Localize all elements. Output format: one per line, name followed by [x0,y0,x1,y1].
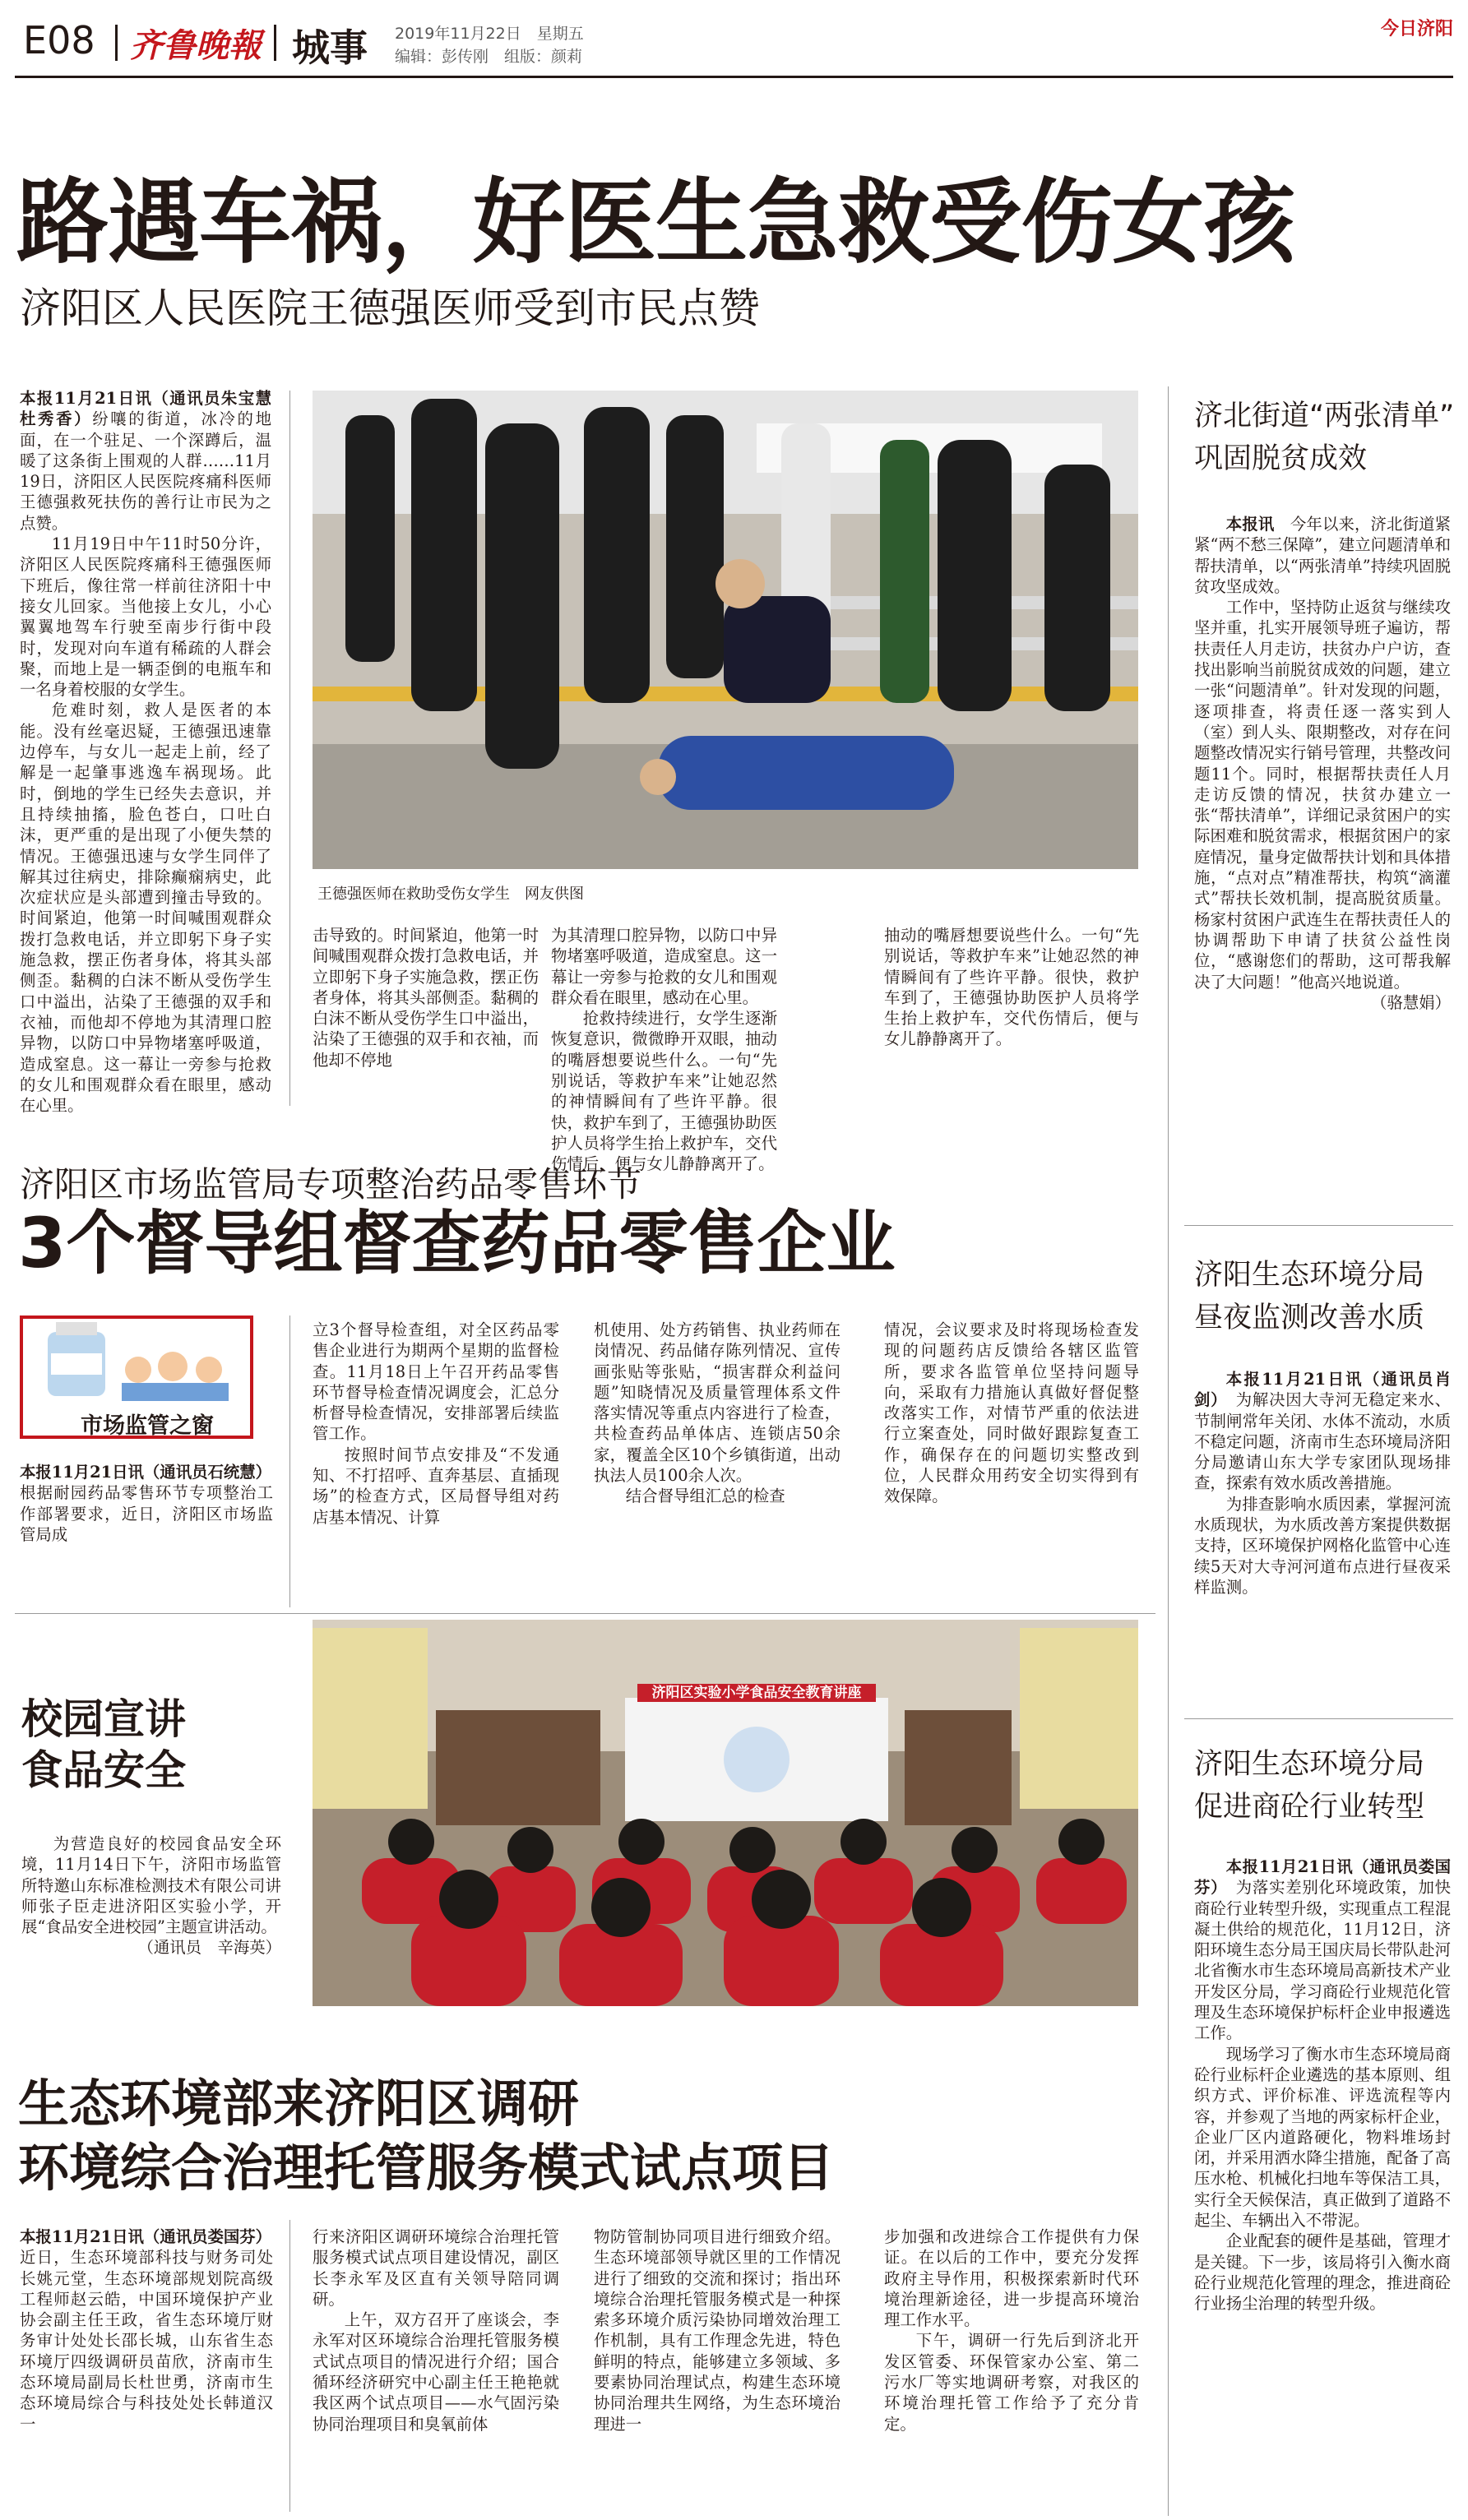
sidebar3-title-line1: 济阳生态环境分局 [1194,1748,1425,1781]
sidebar1-paragraph: 今年以来，济北街道紧紧“两不愁三保障”，建立问题清单和帮扶清单，以“两张清单”持续巩固脱贫攻坚成效。 [1194,515,1452,596]
lecture-banner: 济阳区实验小学食品安全教育讲座 [637,1684,876,1702]
article1-byline: 本报11月21日讯（通讯员朱宝慧 杜秀香） [20,389,288,429]
campus-text: 为营造良好的校园食品安全环境，11月14日下午，济阳市场监管所特邀山东标准检测技术有限公司讲师张子臣走进济阳区实验小学，开展“食品安全进校园”主题宣讲活动。 [21,1834,281,1937]
header-divider [274,25,276,61]
sidebar1-byline: 本报讯 [1225,515,1275,534]
article1-paragraph: 纷嚷的街道，冰冷的地面，在一个驻足、一个深蹲后，温暖了这条街上围观的人群……11月19日，济阳区人民医院疼痛科医师王德强救死扶伤的善行让市民为之点赞。 [20,409,271,533]
article3-byline: 本报11月21日讯（通讯员娄国芬） [20,2227,264,2246]
section-rule [15,1613,1155,1614]
market-supervision-logo [20,1315,253,1439]
header-rule [15,76,1453,78]
sidebar1-title-line2: 巩固脱贫成效 [1194,442,1368,475]
page-number: E08 [23,18,95,62]
article2-column-2: 立3个督导检查组，对全区药品零售企业进行为期两个星期的监督检查。11月18日上午召开药品零售环节督导检查情况调度会，汇总分析督导检查情况，安排部署后续监管工作。 按照时间节点安排及“不发通知、不打招呼、直奔基层、直插现场”的检查方式，区局督导组对药店基本情况、计算 [313,1320,559,1527]
sidebar3-body [1194,1856,1451,2514]
article1-subhead: 济阳区人民医院王德强医师受到市民点赞 [20,284,760,332]
sidebar3-title-line2: 促进商砼行业转型 [1194,1791,1425,1824]
sidebar1-title [1194,395,1457,480]
article1-column-4: 抽动的嘴唇想要说些什么。一句“先别说话，等救护车来”让她忍然的神情瞬间有了些许平静。很快，救护车到了，王德强协助医护人员将学生抬上救护车，交代伤情后，便与女儿静静离开了。 [884,926,1139,1049]
article3-column-2: 行来济阳区调研环境综合治理托管服务模式试点项目建设情况，副区长李永军及区直有关领导陪同调研。 上午，双方召开了座谈会，李永军对区环境综合治理托管服务模式试点项目的情况进行介绍；国合循环经济研究中心副主任王艳艳就我区两个试点项目——水气固污染协同治理项目和臭氧前体 [313,2227,559,2434]
article1-headline: 路遇车祸，好医生急救受伤女孩 [16,169,1294,276]
article3-column-3: 物防管制协同项目进行细致介绍。生态环境部领导就区里的工作情况进行了细致的交流和探讨；指出环境综合治理托管服务模式是一种探索多环境介质污染协同增效治理工作机制，具有工作理念先进，特色鲜明的特点，能够建立多领域、多要素协同治理试点，构建生态环境协同治理共生网络，为生态环境治理进一 [594,2227,841,2434]
column-name: 今日济阳 [1380,19,1453,39]
article3-column-1: 本报11月21日讯（通讯员娄国芬） 近日，生态环境部科技与财务司处长姚元堂，生态环境部规划院高级工程师赵云皓，中国环境保护产业协会副主任王政，省生态环境厅财务审计处处长邵长城，山东省生态环境厅四级调研员苗欣，济南市生态环境局副局长杜世勇，济南市生态环境局综合与科技处处长韩道汉一 [20,2227,280,2434]
sidebar-rule [1184,1718,1453,1719]
article1-photo [313,391,1138,869]
medicine-bottle-icon [23,1319,250,1401]
column-divider [289,1315,290,1607]
campus-title-line1: 校园宣讲 [21,1695,186,1743]
article2-subhead: 济阳区市场监管局专项整治药品零售环节 [20,1164,642,1205]
article1-photo-caption: 王德强医师在救助受伤女学生 网友供图 [317,885,584,903]
classroom-lecture-image [313,1620,1138,2006]
sidebar2-byline: 本报11月21日讯（通讯员肖剑） [1194,1370,1451,1410]
campus-title [21,1694,186,1796]
newspaper-logo: 齐鲁晚報 [130,26,262,65]
campus-caption [21,1833,281,2014]
sidebar2-title-line2: 昼夜监测改善水质 [1194,1302,1425,1334]
column-divider [289,391,290,1106]
sidebar2-title-line1: 济阳生态环境分局 [1194,1259,1425,1292]
sidebar2-paragraph: 为解决因大寺河无稳定来水、节制闸常年关闭、水体不流动，水质不稳定问题，济南市生态环境局济阳分局邀请山东大学专家团队现场排查，探索有效水质改善措施。 [1194,1390,1451,1493]
sidebar3-paragraph: 现场学习了衡水市生态环境局商砼行业标杆企业遴选的基本原则、组织方式、评价标准、评选流程等内容，并参观了当地的两家标杆企业，企业厂区内道路硬化，物料堆场封闭，并采用洒水降尘措施，配备了高压水枪、机械化扫地车等保洁工具，实行全天候保洁，真正做到了道路不起尘、车辆出入不带泥。 [1194,2044,1451,2231]
sidebar-rule [1184,1225,1453,1226]
issue-date: 2019年11月22日 星期五 [395,25,584,43]
sidebar-divider [1168,386,1169,2516]
article1-paragraph: 抢救持续进行，女学生逐渐恢复意识，微微睁开双眼，抽动的嘴唇想要说些什么。一句“先别说话，等救护车来”让她忍然的神情瞬间有了些许平静。很快，救护车到了，王德强协助医护人员将学生抬上救护车，交代伤情后，便与女儿静静离开了。 [551,1009,777,1174]
article1-paragraph: 危难时刻，救人是医者的本能。没有丝毫迟疑，王德强迅速靠边停车，与女儿一起走上前，经了解是一起肇事逃逸车祸现场。此时，倒地的学生已经失去意识，并且持续抽搐，脸色苍白，口吐白沫，更严重的是出现了小便失禁的情况。王德强迅速与女学生同伴了解其过往病史，排除癫痫病史，此次症状应是头部遭到撞击导致的。时间紧迫，他第一时间喊围观群众拨打急救电话，并立即躬下身子实施急救，摆正伤者身体，将其头部侧歪。黏稠的白沫不断从受伤学生口中溢出，沾染了王德强的双手和衣袖，而他却不停地为其清理口腔异物，以防口中异物堵塞呼吸道，造成窒息。这一幕让一旁参与抢救的女儿和围观群众看在眼里，感动在心里。 [20,701,271,1116]
article1-column-1 [20,388,288,1120]
editor-credits: 编辑：彭传刚 组版：颜莉 [395,48,583,66]
article1-column-3: 为其清理口腔异物，以防口中异物堵塞呼吸道，造成窒息。这一幕让一旁参与抢救的女儿和围观群众看在眼里，感动在心里。 抢救持续进行，女学生逐渐恢复意识，微微睁开双眼，抽动的嘴唇想要说些什么。一句“先别说话，等救护车来”让她忍然的神情瞬间有了些许平静。很快，救护车到了，王德强协助医护人员将学生抬上救护车，交代伤情后，便与女儿静静离开了。 [551,926,777,1174]
article2-column-1: 本报11月21日讯（通讯员石统慧） 根据耐园药品零售环节专项整治工作部署要求，近日，济阳区市场监管局成 [20,1463,280,1544]
sidebar3-paragraph: 企业配套的硬件是基础，管理才是关键。下一步，该局将引入衡水商砼行业规范化管理的理念，推进商砼行业扬尘治理的转型升级。 [1194,2231,1451,2314]
article2-byline: 本报11月21日讯（通讯员石统慧） [20,1463,264,1482]
article2-column-4: 情况，会议要求及时将现场检查发现的问题药店反馈给各辖区监管所，要求各监管单位坚持问题导向，采取有力措施认真做好督促整改落实工作，对情节严重的依法进行立案查处，同时做好跟踪复查工作，确保存在的问题切实整改到位，人民群众用药安全切实得到有效保障。 [884,1320,1139,1506]
sidebar1-title-line1: 济北街道“两张清单” [1194,400,1455,432]
sidebar2-paragraph: 为排查影响水质因素，掌握河流水质现状，为水质改善方案提供数据支持，区环境保护网格化监管中心连续5天对大寺河河道布点进行昼夜采样监测。 [1194,1494,1451,1597]
campus-title-line2: 食品安全 [21,1746,186,1794]
campus-photo [313,1620,1138,2006]
article3-headline-line1: 生态环境部来济阳区调研 [18,2074,580,2134]
sidebar1-credit: （骆慧娟） [1371,992,1451,1012]
article3-headline-line2: 环境综合治理托管服务模式试点项目 [18,2138,835,2198]
article2-column-3: 机使用、处方药销售、执业药师在岗情况、药品储存陈列情况、宣传画张贴等张贴，“损害群众利益问题”知晓情况及质量管理体系文件落实情况等重点内容进行了检查，共检查药品单体店、连锁店50余家，覆盖全区10个乡镇街道，出动执法人员100余人次。 结合督导组汇总的检查 [594,1320,841,1506]
article3-column-4: 步加强和改进综合工作提供有力保证。在以后的工作中，要充分发挥政府主导作用，积极探索新时代环境治理新途径，进一步提高环境治理工作水平。 下午，调研一行先后到济北开发区管委、环保管家办公室、第二污水厂等实地调研考察，对我区的环境治理托管工作给予了充分肯定。 [884,2227,1139,2434]
article1-paragraph: 11月19日中午11时50分许，济阳区人民医院疼痛科王德强医师下班后，像往常一样前往济阳十中接女儿回家。当他接上女儿，小心翼翼地驾车行驶至南步行街中段时，发现对向车道有稀疏的人群会聚，而地上是一辆歪倒的电瓶车和一名身着校服的女学生。 [20,534,271,700]
campus-credit: （通讯员 辛海英） [137,1938,281,1958]
market-supervision-logo-text: 市场监管之窗 [81,1413,214,1439]
header-divider [115,25,118,61]
article1-column-2: 击导致的。时间紧迫，他第一时间喊围观群众拨打急救电话，并立即躬下身子实施急救，摆正伤者身体，将其头部侧歪。黏稠的白沫不断从受伤学生口中溢出，沾染了王德强的双手和衣袖，而他却不停地 [313,926,539,1070]
sidebar3-paragraph: 为落实差别化环境政策，加快商砼行业转型升级，实现重点工程混凝土供给的规范化，11月12日，济阳环境生态分局王国庆局长带队赴河北省衡水市生态环境局高新技术产业开发区分局，学习商砼行业规范化管理及生态环境保护标杆企业申报遴选工作。 [1194,1878,1451,2043]
sidebar2-body [1194,1369,1451,1698]
street-rescue-image [313,391,1138,869]
sidebar2-title [1194,1254,1457,1339]
sidebar1-paragraph: 工作中，坚持防止返贫与继续攻坚并重，扎实开展领导班子遍访，帮扶责任人月走访，扶贫办户户访，查找出影响当前脱贫成效的问题，建立一张“问题清单”。针对发现的问题，逐项排查，将责任逐一落实到人（室）到人头、限期整改，对存在问题整改情况实行销号管理，共整改问题11个。同时，根据帮扶责任人月走访反馈的情况，扶贫办建立一张“帮扶清单”，详细记录贫困户的实际困难和脱贫需求，根据贫困户的家庭情况，量身定做帮扶计划和具体措施，“点对点”精准帮扶，构筑“滴灌式”帮扶长效机制，提高脱贫质量。杨家村贫困户武连生在帮扶责任人的协调帮助下申请了扶贫公益性岗位，“感谢您们的帮助，这可帮我解决了大问题！”他高兴地说道。 [1194,598,1451,992]
section-name: 城事 [292,25,368,70]
article3-headline [18,2072,834,2200]
sidebar3-byline: 本报11月21日讯（通讯员娄国芬） [1194,1857,1451,1898]
sidebar1-body [1194,514,1451,1203]
article2-headline: 3个督导组督查药品零售企业 [18,1203,896,1283]
sidebar3-title [1194,1743,1457,1829]
column-divider [289,2220,290,2512]
